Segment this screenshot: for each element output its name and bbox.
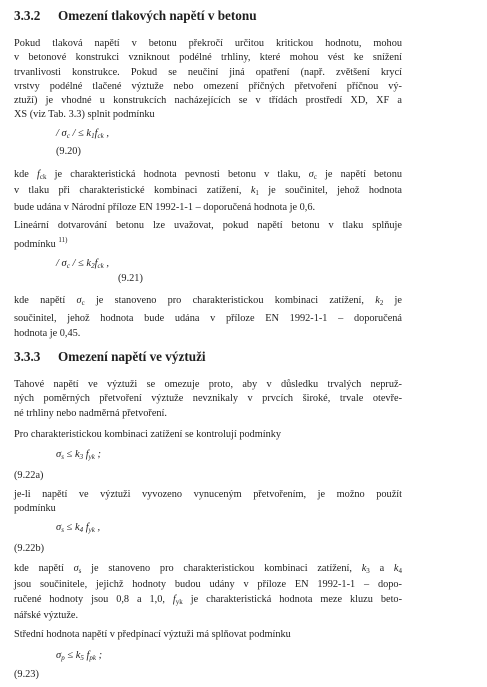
text-line: jsou součinitele, jejichž hodnoty budou udány v příloze EN 1992-1-1 – dopo-: [14, 579, 402, 591]
section-number: 3.3.3: [14, 349, 41, 364]
formula-9-23: $\sigma_p \le k_5$ $f_{pk}$ ;: [56, 650, 103, 662]
text-line: nářské výztuže.: [14, 609, 79, 621]
formula-9-22b: $\sigma_s \le k_4$ $f_{yk}$ ,: [56, 522, 101, 534]
text-line: kde napětí $\sigma_s$ je stanoveno pro charakteristickou kombinaci zatížení, $k_3$ a $k_4$: [14, 563, 402, 575]
formula-9-22a: $\sigma_s \le k_3$ $f_{yk}$ ;: [56, 449, 101, 461]
equation-number: (9.22a): [14, 470, 44, 481]
paragraph-definice-fck: [14, 168, 402, 215]
text-line: né trhliny nebo nadměrná přetvoření.: [14, 407, 167, 419]
text-line: ručené hodnoty jsou 0,8 a 1,0, $f_{yk}$ je charakteristická hodnota meze kluzu beto-: [14, 593, 403, 606]
text-line: v betonové konstrukci vzniknout podélné trhliny, které mohou vést ke snížení: [14, 52, 402, 64]
text-line: Pro charakteristickou kombinaci zatížení se kontrolují podmínky: [14, 429, 282, 440]
equation-number: (9.20): [56, 146, 81, 157]
text-line: součinitel, jehož hodnota bude udána v příloze EN 1992-1-1 – doporučená: [14, 313, 402, 324]
text-line: vrstvy podélné tlačené výztuže nebo omezení příčných přetvoření příčnou vý-: [14, 80, 402, 92]
text-line: kde $f_{ck}$ je charakteristická hodnota pevnosti betonu v tlaku, $\sigma_c$ je napětí betonu: [14, 169, 402, 181]
text-line: Pokud tlaková napětí v betonu překročí určitou kritickou hodnotu, mohou: [14, 38, 402, 49]
paragraph-vynucene-pretvoreni: [14, 488, 402, 517]
text-line: Střední hodnota napětí v předpínací výztuži má splňovat podmínku: [14, 629, 291, 640]
text-line: Tahové napětí ve výztuži se omezuje proto, aby v důsledku trvalých nepruž-: [14, 379, 402, 390]
paragraph-definice-k3-k4: [14, 562, 402, 623]
paragraph-charakteristicka-kombinace: [14, 428, 402, 442]
text-line: hodnota je 0,45.: [14, 328, 81, 339]
paragraph-linearni-dotvarovani: [14, 219, 402, 253]
paragraph-tahove-napeti: [14, 378, 402, 421]
text-line: bude udána v Národní příloze EN 1992-1-1 – doporučená hodnota je 0,6.: [14, 201, 316, 213]
paragraph-predpinaci-vyztuz: [14, 628, 402, 642]
text-line: trvanlivosti konstrukce. Pokud se neučiní jiná opatření (např. zvětšení krycí: [14, 66, 402, 78]
text-line: XS (viz Tab. 3.3) splnit podmínku: [14, 109, 155, 121]
text-line: [14, 233, 402, 252]
text-line: je-li napětí ve výztuži vyvozeno vynuceným přetvořením, je možno použít: [14, 489, 402, 500]
section-number: 3.3.2: [14, 8, 41, 23]
text-line: ztuží) je vhodné u konstrukcích nacházejících se v třídách prostředí XD, XF a: [14, 95, 402, 107]
section-heading-3-3-3: [14, 349, 206, 365]
text-line: Lineární dotvarování betonu lze uvažovat, pokud napětí betonu v tlaku splňuje: [14, 220, 402, 231]
equation-number: (9.21): [118, 273, 143, 284]
section-heading-3-3-2: [14, 8, 257, 24]
section-title: Omezení tlakových napětí v betonu: [58, 8, 257, 23]
formula-9-21: / $\sigma_c$ / ≤ $k_2f_{ck}$ ,: [56, 258, 109, 270]
paragraph-definice-k2: [14, 293, 402, 341]
text-line: podmínku: [14, 503, 56, 515]
formula-9-20: / $\sigma_c$ / ≤ $k_1f_{ck}$ ,: [56, 128, 109, 140]
footnote-marker: 11): [58, 236, 68, 245]
equation-number: (9.22b): [14, 543, 45, 554]
equation-number: (9.23): [14, 669, 39, 680]
text-fragment: podmínku: [14, 239, 56, 251]
text-line: kde napětí $\sigma_c$ je stanoveno pro charakteristickou kombinaci zatížení, $k_2$ je: [14, 295, 402, 307]
paragraph-tlakova-napeti: [14, 37, 402, 123]
section-title: Omezení napětí ve výztuži: [58, 349, 206, 364]
text-line: v tlaku při charakteristické kombinaci zatížení, $k_1$ je součinitel, jehož hodnota: [14, 185, 403, 198]
text-line: ných poměrných přetvoření výztuže nevznikaly v prvcích široké, trvale otevře-: [14, 393, 402, 405]
